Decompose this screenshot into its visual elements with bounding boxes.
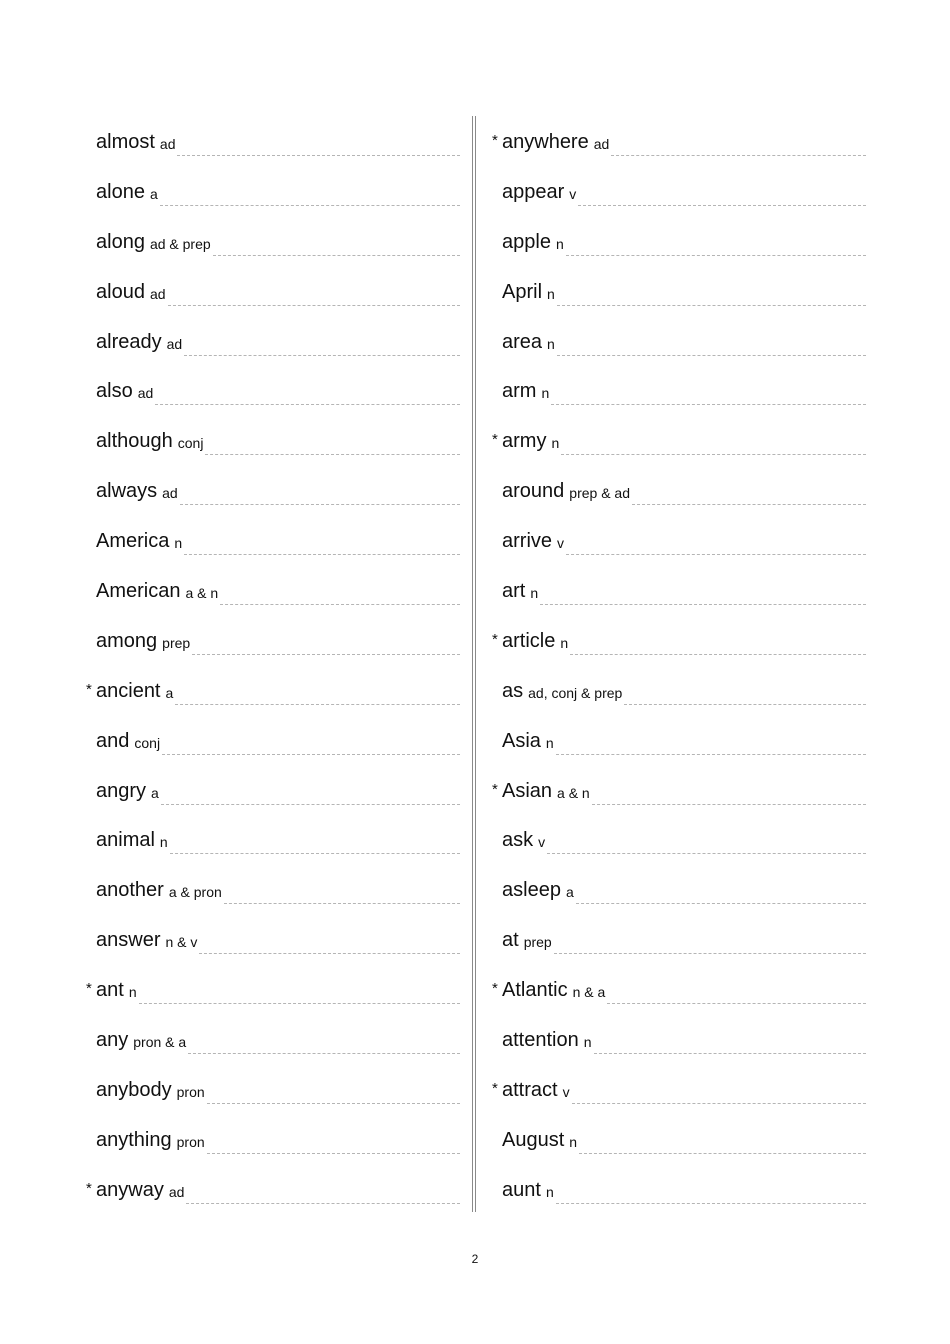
dotted-leader-line [566, 550, 866, 555]
word-entry [86, 118, 460, 168]
vocab-word: America [96, 530, 170, 553]
part-of-speech: n [545, 1183, 554, 1200]
word-entry [492, 667, 866, 717]
vocab-word: April [502, 280, 543, 303]
part-of-speech: a & pron [168, 884, 222, 901]
part-of-speech: prep [523, 934, 552, 951]
word-entry [492, 467, 866, 517]
word-entry [86, 1116, 460, 1166]
dotted-leader-line [170, 849, 460, 854]
dotted-leader-line [199, 949, 460, 954]
column-divider [472, 116, 476, 1212]
word-entry [492, 1016, 866, 1066]
part-of-speech: n [541, 385, 550, 402]
right-word-column [492, 118, 866, 1216]
word-entry [492, 916, 866, 966]
dotted-leader-line [184, 550, 460, 555]
starred-marker: * [492, 780, 498, 798]
dotted-leader-line [607, 999, 866, 1004]
part-of-speech: a & n [185, 585, 219, 602]
part-of-speech: v [562, 1083, 570, 1100]
vocab-word: around [502, 480, 565, 503]
dotted-leader-line [557, 301, 866, 306]
dotted-leader-line [557, 351, 866, 356]
part-of-speech: prep & ad [569, 485, 630, 502]
starred-marker: * [492, 630, 498, 648]
dotted-leader-line [205, 450, 460, 455]
vocab-word: alone [96, 180, 145, 203]
word-entry [492, 1066, 866, 1116]
part-of-speech: pron [176, 1133, 205, 1150]
vocab-word: any [96, 1029, 129, 1052]
word-entry [86, 1166, 460, 1216]
part-of-speech: conj [177, 435, 204, 452]
part-of-speech: n [159, 834, 168, 851]
dotted-leader-line [160, 201, 460, 206]
vocab-word: almost [96, 131, 155, 153]
word-entry [86, 767, 460, 817]
part-of-speech: v [538, 834, 546, 851]
starred-marker: * [492, 980, 498, 998]
starred-marker: * [492, 1079, 498, 1097]
part-of-speech: ad [149, 285, 166, 302]
dotted-leader-line [139, 999, 460, 1004]
part-of-speech: ad, conj & prep [528, 684, 623, 701]
word-entry [492, 1116, 866, 1166]
dotted-leader-line [566, 251, 866, 256]
word-entry [492, 617, 866, 667]
dotted-leader-line [192, 650, 460, 655]
dotted-leader-line [561, 450, 866, 455]
vocab-word: Atlantic [502, 979, 568, 1002]
word-entry [492, 417, 866, 467]
dotted-leader-line [213, 251, 460, 256]
word-entry [492, 866, 866, 916]
word-entry [492, 567, 866, 617]
vocab-word: also [96, 380, 133, 403]
part-of-speech: n [551, 435, 560, 452]
part-of-speech: n [174, 535, 183, 552]
word-entry [86, 467, 460, 517]
dotted-leader-line [551, 400, 866, 405]
vocab-word: anything [96, 1128, 172, 1151]
vocab-word: article [502, 629, 556, 652]
vocab-word: Asian [502, 779, 553, 802]
part-of-speech: n [569, 1133, 578, 1150]
part-of-speech: a [565, 884, 574, 901]
dotted-leader-line [547, 849, 866, 854]
dotted-leader-line [624, 700, 866, 705]
dotted-leader-line [180, 500, 460, 505]
word-entry [86, 966, 460, 1016]
vocab-word: ask [502, 829, 534, 852]
word-entry [86, 367, 460, 417]
dotted-leader-line [207, 1099, 460, 1104]
word-entry [86, 517, 460, 567]
starred-marker: * [86, 680, 92, 698]
dotted-leader-line [632, 500, 866, 505]
word-entry [86, 417, 460, 467]
word-entry [86, 866, 460, 916]
word-entry [492, 816, 866, 866]
dotted-leader-line [168, 301, 460, 306]
word-entry [492, 118, 866, 168]
dotted-leader-line [224, 899, 460, 904]
part-of-speech: pron & a [133, 1034, 187, 1051]
word-entry [86, 268, 460, 318]
vocab-word: American [96, 580, 181, 603]
vocab-word: aloud [96, 280, 145, 303]
vocab-word: appear [502, 180, 565, 203]
part-of-speech: pron [176, 1083, 205, 1100]
vocab-word: angry [96, 779, 147, 802]
word-entry [86, 916, 460, 966]
starred-marker: * [86, 980, 92, 998]
part-of-speech: ad [166, 335, 183, 352]
part-of-speech: n [555, 235, 564, 252]
word-entry [492, 218, 866, 268]
vocab-word: along [96, 230, 145, 253]
vocab-word: aunt [502, 1178, 541, 1201]
dotted-leader-line [592, 800, 866, 805]
part-of-speech: ad [168, 1183, 185, 1200]
vocab-word: apple [502, 230, 551, 253]
starred-marker: * [86, 1179, 92, 1197]
vocab-word: army [502, 430, 547, 453]
dotted-leader-line [611, 151, 866, 156]
part-of-speech: a [165, 684, 174, 701]
vocab-word: asleep [502, 879, 561, 902]
vocab-word: art [502, 580, 526, 603]
part-of-speech: n & a [572, 984, 606, 1001]
word-entry [492, 318, 866, 368]
word-entry [86, 667, 460, 717]
part-of-speech: n [547, 335, 555, 352]
vocab-word: attract [502, 1078, 558, 1101]
word-entry [492, 717, 866, 767]
word-entry [86, 816, 460, 866]
part-of-speech: a & n [557, 784, 590, 801]
vocab-word: anyway [96, 1178, 164, 1201]
left-word-column [86, 118, 460, 1216]
word-entry [86, 1016, 460, 1066]
word-entry [492, 767, 866, 817]
word-entry [86, 567, 460, 617]
vocab-word: ancient [96, 679, 161, 702]
word-entry [86, 617, 460, 667]
word-entry [86, 717, 460, 767]
part-of-speech: n [583, 1034, 592, 1051]
dotted-leader-line [161, 800, 460, 805]
part-of-speech: n [545, 734, 554, 751]
word-entry [492, 966, 866, 1016]
word-entry [86, 1066, 460, 1116]
part-of-speech: n [560, 634, 569, 651]
part-of-speech: a [151, 784, 159, 801]
word-entry [492, 367, 866, 417]
dotted-leader-line [579, 1149, 866, 1154]
starred-marker: * [492, 132, 498, 149]
dotted-leader-line [155, 400, 460, 405]
part-of-speech: ad [159, 136, 176, 152]
word-entry [86, 168, 460, 218]
part-of-speech: n [530, 585, 539, 602]
vocab-word: answer [96, 929, 161, 952]
vocab-word: area [502, 330, 543, 353]
part-of-speech: ad [162, 485, 178, 502]
vocab-word: and [96, 729, 130, 752]
part-of-speech: conj [134, 734, 161, 751]
word-entry [492, 517, 866, 567]
part-of-speech: ad & prep [149, 235, 211, 252]
dotted-leader-line [177, 151, 460, 156]
vocab-word: animal [96, 829, 155, 852]
vocab-word: another [96, 879, 164, 902]
vocab-word: anybody [96, 1078, 172, 1101]
dotted-leader-line [186, 1199, 460, 1204]
dotted-leader-line [162, 750, 460, 755]
dotted-leader-line [578, 201, 866, 206]
part-of-speech: n [547, 285, 555, 302]
vocab-word: although [96, 430, 173, 453]
dotted-leader-line [572, 1099, 866, 1104]
dotted-leader-line [540, 600, 866, 605]
part-of-speech: n [128, 984, 137, 1001]
vocab-word: anywhere [502, 131, 589, 153]
starred-marker: * [492, 431, 498, 449]
part-of-speech: ad [137, 385, 154, 402]
word-entry [86, 218, 460, 268]
vocab-word: at [502, 929, 519, 952]
dotted-leader-line [594, 1049, 866, 1054]
dotted-leader-line [556, 1199, 866, 1204]
word-entry [492, 168, 866, 218]
part-of-speech: v [557, 535, 565, 552]
dotted-leader-line [175, 700, 460, 705]
word-entry [86, 318, 460, 368]
vocab-word: August [502, 1128, 565, 1151]
part-of-speech: n & v [165, 934, 198, 951]
word-entry [492, 268, 866, 318]
vocab-word: always [96, 480, 158, 503]
vocab-word: attention [502, 1029, 579, 1052]
dotted-leader-line [556, 750, 866, 755]
vocab-word: arrive [502, 530, 553, 553]
word-entry [492, 1166, 866, 1216]
dotted-leader-line [188, 1049, 460, 1054]
dotted-leader-line [184, 351, 460, 356]
page-number: 2 [471, 1252, 479, 1266]
vocab-word: among [96, 629, 158, 652]
vocab-word: as [502, 679, 524, 702]
dotted-leader-line [576, 899, 866, 904]
part-of-speech: prep [162, 634, 191, 651]
dotted-leader-line [220, 600, 460, 605]
part-of-speech: ad [593, 136, 610, 152]
dotted-leader-line [207, 1149, 460, 1154]
vocab-word: Asia [502, 729, 541, 752]
vocab-word: arm [502, 380, 537, 403]
vocab-word: already [96, 330, 162, 353]
part-of-speech: a [149, 185, 158, 202]
part-of-speech: v [569, 185, 577, 202]
dotted-leader-line [570, 650, 866, 655]
dotted-leader-line [554, 949, 866, 954]
vocab-word: ant [96, 979, 124, 1002]
